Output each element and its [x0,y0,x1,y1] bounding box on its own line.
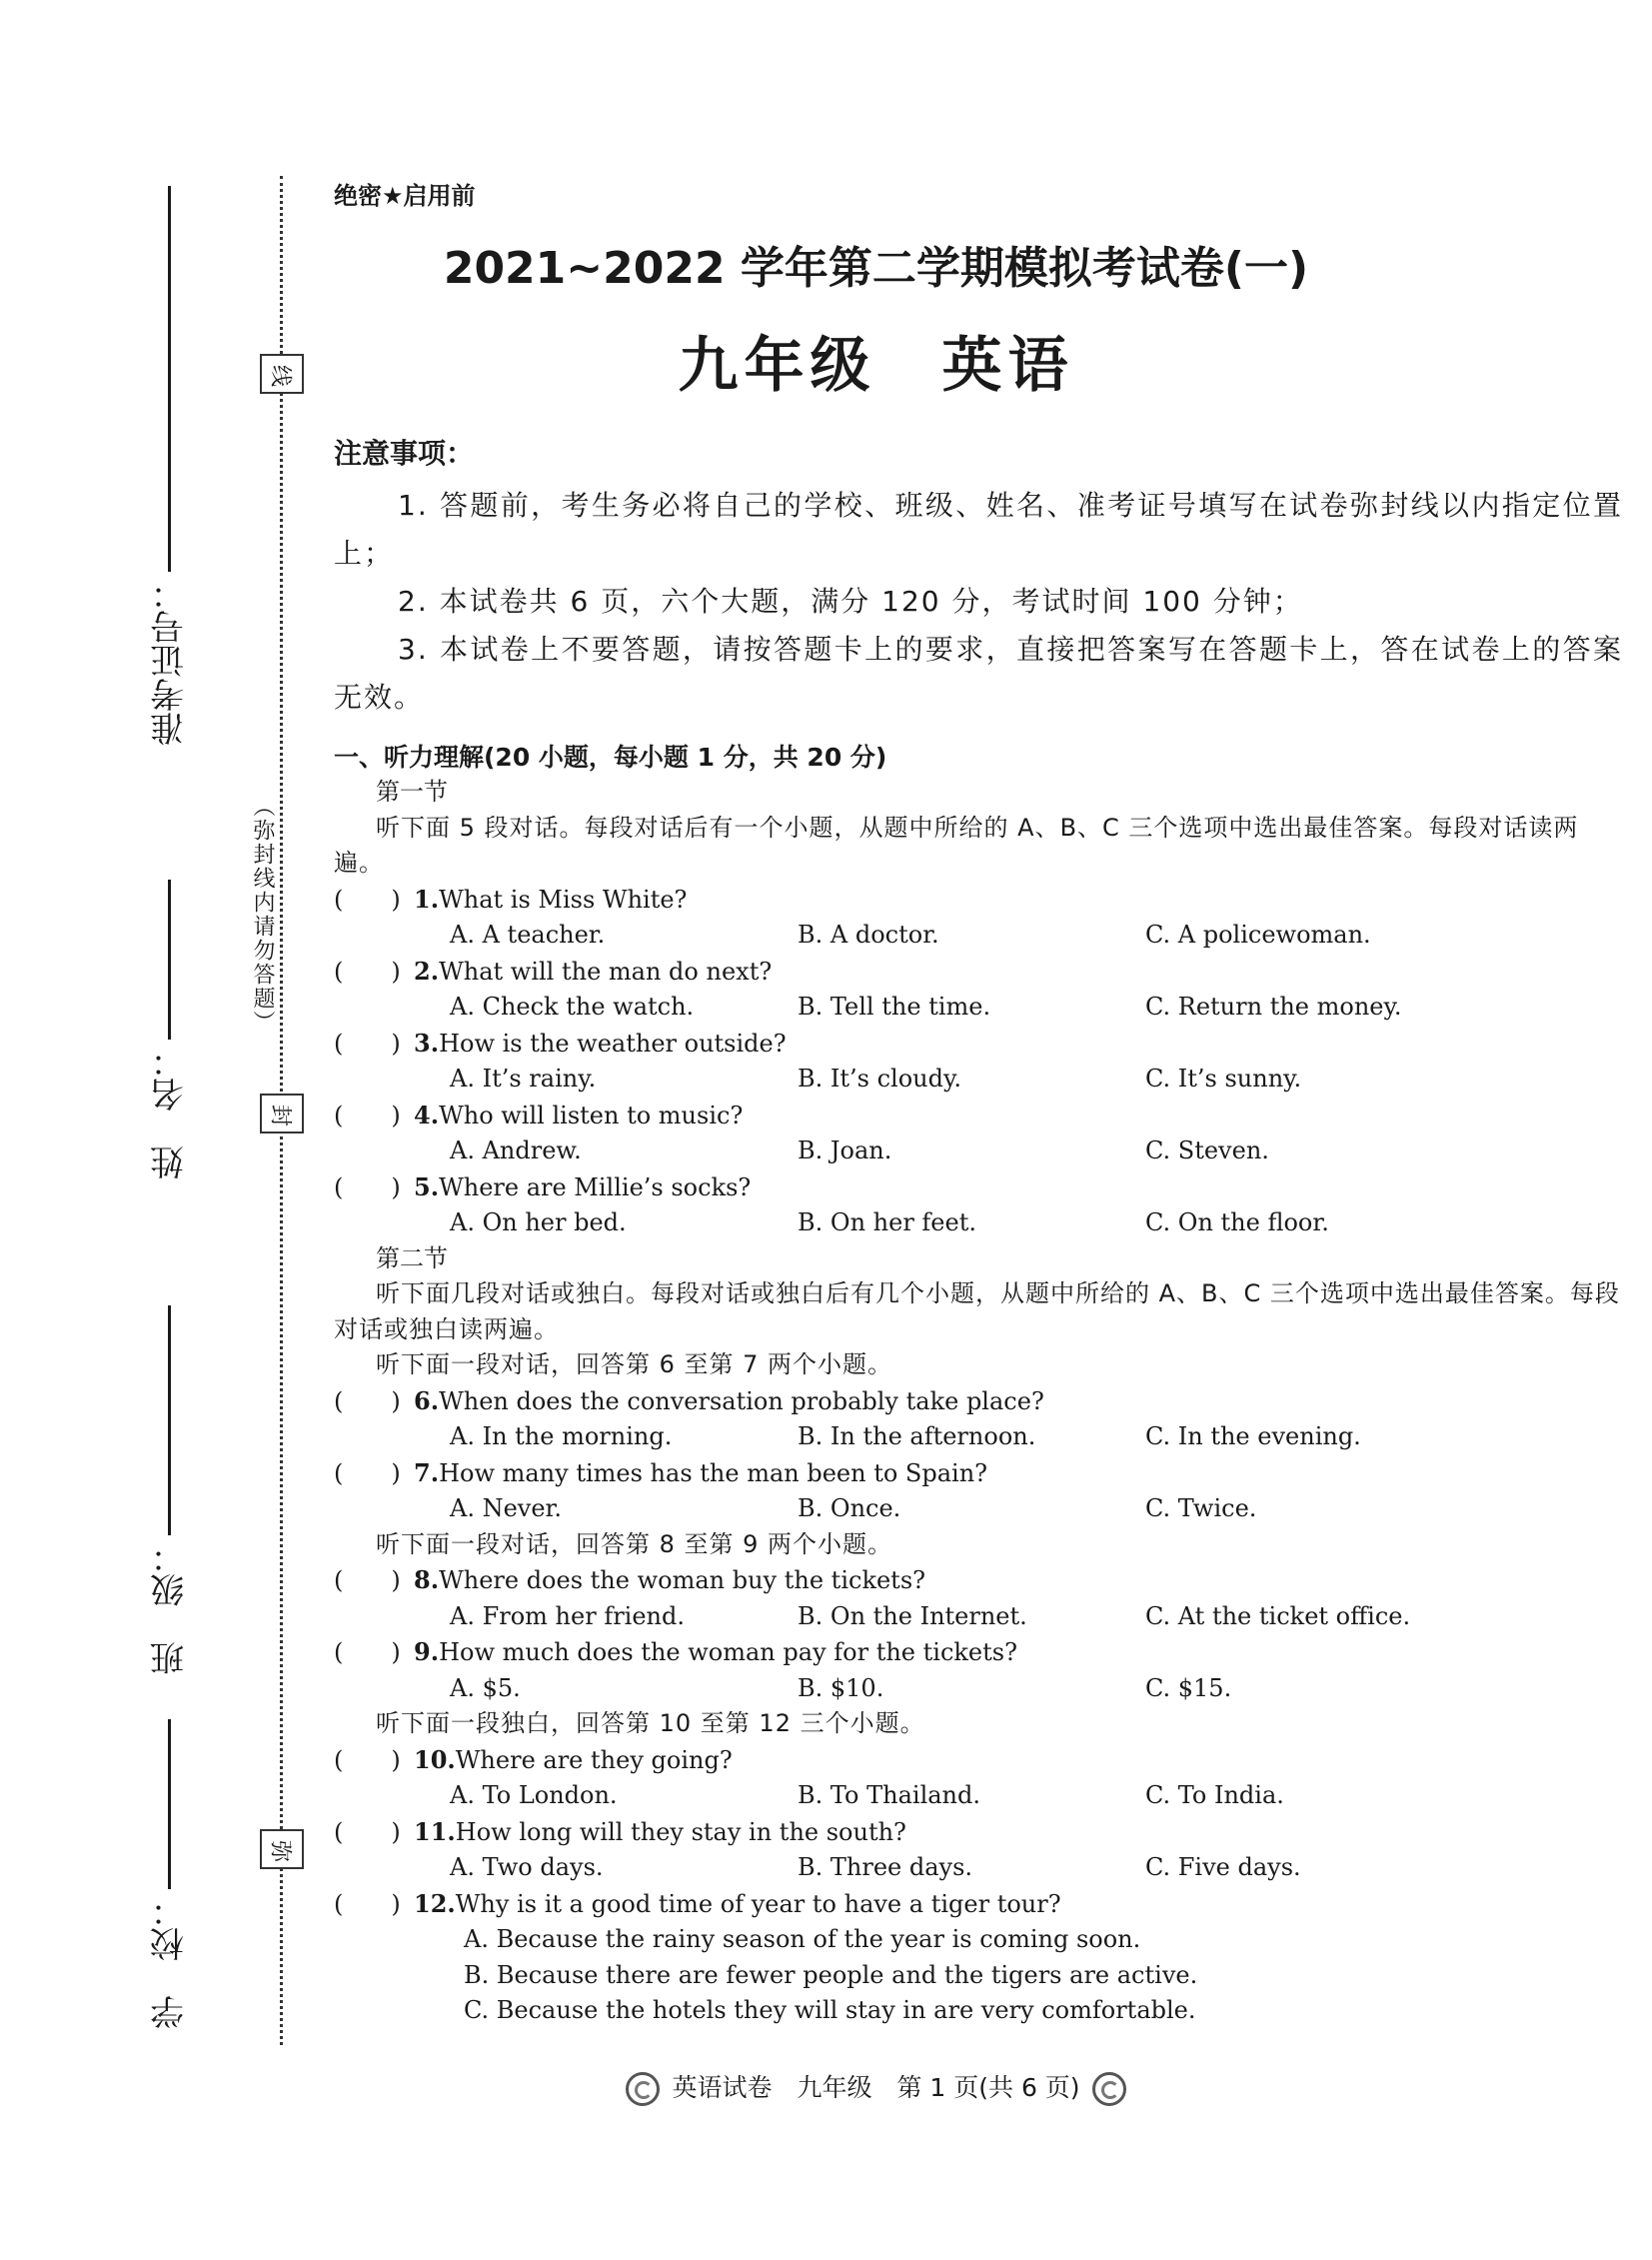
question-number: 5. [414,1171,440,1201]
answer-blank[interactable]: ( ) [334,1745,401,1774]
seal-mark-mi: 弥 [260,1829,304,1869]
question-text: When does the conversation probably take place? [439,1386,1044,1415]
option-c: C. On the floor. [1145,1208,1329,1236]
option-c: C. Five days. [1145,1853,1301,1881]
option-c: C. Twice. [1145,1494,1257,1522]
answer-blank[interactable]: ( ) [334,1172,401,1201]
option-c: C. $15. [1145,1673,1232,1702]
publisher-logo-icon [1092,2072,1126,2106]
question-1 [334,882,1623,919]
school-label: 学 校： [150,1893,191,2029]
question-text: Where does the woman buy the tickets? [439,1566,926,1594]
question-3 [334,1026,1623,1063]
option-c: C. Return the money. [1145,993,1402,1021]
option-a: A. In the morning. [450,1422,673,1450]
question-text: Who will listen to music? [439,1101,744,1130]
question-4 [334,1098,1623,1134]
question-number: 11. [414,1816,456,1846]
confidential-mark: 绝密★启用前 [334,182,476,210]
group-10-12-directions: 听下面一段独白，回答第 10 至第 12 三个小题。 [376,1709,925,1737]
options-row [334,990,1623,1026]
question-text: How much does the woman pay for the tickets? [439,1638,1017,1666]
option-c: C. It’s sunny. [1145,1065,1302,1093]
question-10 [334,1742,1623,1779]
options-row [334,1599,1623,1635]
part2-directions: 听下面几段对话或独白。每段对话或独白后有几个小题，从题中所给的 A、B、C 三个选项中选出最佳答案。每段对话或独白读两遍。 [334,1279,1620,1343]
section-heading: 一、听力理解(20 小题，每小题 1 分，共 20 分) [334,743,887,772]
listening-section [334,740,1623,2029]
footer-text: 英语试卷 九年级 第 1 页(共 6 页) [672,2073,1080,2102]
answer-blank[interactable]: ( ) [334,1817,401,1846]
exam-id-label: 准考证号： [150,576,191,746]
option-c: C. At the ticket office. [1145,1601,1411,1630]
option-b: B. A doctor. [798,921,939,949]
question-text: How is the weather outside? [439,1029,787,1058]
option-a: A. It’s rainy. [450,1065,597,1093]
option-a: A. From her friend. [450,1601,685,1630]
question-number: 10. [414,1744,456,1774]
name-label: 姓 名： [150,1044,191,1179]
question-12 [334,1886,1623,1923]
option-b: B. On the Internet. [798,1601,1027,1630]
question-text: How many times has the man been to Spain? [439,1458,988,1487]
group-6-7-directions: 听下面一段对话，回答第 6 至第 7 两个小题。 [376,1350,893,1378]
answer-blank[interactable]: ( ) [334,1889,401,1918]
options-row [334,1922,1623,2029]
question-number: 8. [414,1565,440,1594]
option-a: A. A teacher. [450,921,606,949]
option-a: A. Because the rainy season of the year is coming soon. [464,1925,1141,1953]
class-label: 班 级： [150,1539,191,1675]
answer-blank[interactable]: ( ) [334,1101,401,1130]
question-number: 7. [414,1457,440,1487]
option-b: B. On her feet. [798,1208,976,1236]
option-b: B. Joan. [798,1136,892,1164]
notice-item-2: 2. 本试卷共 6 页，六个大题，满分 120 分，考试时间 100 分钟； [398,585,1303,618]
answer-blank[interactable]: ( ) [334,1638,401,1666]
page-footer [0,2068,1652,2106]
seal-mark-line: 线 [260,354,304,394]
options-row [334,1419,1623,1455]
question-text: How long will they stay in the south? [455,1817,906,1846]
options-row [334,1205,1623,1241]
part1-heading: 第一节 [376,778,448,806]
option-b: B. Tell the time. [798,993,991,1021]
option-c: C. Steven. [1145,1136,1269,1164]
option-b: B. $10. [798,1673,884,1702]
notice-item-3: 3. 本试卷上不要答题，请按答题卡上的要求，直接把答案写在答题卡上，答在试卷上的答案无效。 [334,633,1623,714]
option-b: B. It’s cloudy. [798,1065,961,1093]
option-a: A. $5. [450,1673,521,1702]
part1-directions: 听下面 5 段对话。每段对话后有一个小题，从题中所给的 A、B、C 三个选项中选出最佳答案。每段对话读两遍。 [334,813,1579,877]
subject-title: 九年级 英语 [678,331,1074,401]
question-number: 6. [414,1385,440,1415]
option-b: B. To Thailand. [798,1781,980,1809]
option-a: A. Check the watch. [450,993,695,1021]
question-6 [334,1383,1623,1420]
question-number: 1. [414,884,440,914]
option-a: A. To London. [450,1781,618,1809]
options-row [334,1671,1623,1707]
notice-heading: 注意事项： [334,437,475,470]
answer-blank[interactable]: ( ) [334,885,401,914]
option-a: A. Andrew. [450,1136,582,1164]
school-field[interactable] [140,1699,200,2029]
question-text: What is Miss White? [439,885,688,914]
question-9 [334,1634,1623,1671]
question-text: Where are Millie’s socks? [439,1172,752,1201]
option-c: C. A policewoman. [1145,921,1371,949]
option-a: A. Never. [450,1494,563,1522]
option-a: A. Two days. [450,1853,604,1881]
seal-mark-seal: 封 [260,1094,304,1133]
name-field[interactable] [140,820,200,1179]
question-7 [334,1455,1623,1492]
options-row [334,1133,1623,1169]
class-blank[interactable] [169,1305,172,1535]
options-row [334,1062,1623,1098]
question-11 [334,1814,1623,1851]
answer-blank[interactable]: ( ) [334,1566,401,1594]
school-blank[interactable] [169,1719,172,1889]
option-b: B. Three days. [798,1853,973,1881]
option-c: C. In the evening. [1145,1422,1361,1450]
question-text: Why is it a good time of year to have a tiger tour? [455,1889,1061,1918]
option-b: B. Because there are fewer people and the tigers are active. [464,1960,1198,1989]
question-2 [334,954,1623,991]
question-5 [334,1169,1623,1206]
question-8 [334,1562,1623,1599]
question-number: 9. [414,1637,440,1666]
notice-item-1: 1. 答题前，考生务必将自己的学校、班级、姓名、准考证号填写在试卷弥封线以内指定位置上； [334,489,1623,570]
publisher-logo-icon [626,2072,660,2106]
options-row [334,1778,1623,1814]
class-field[interactable] [140,1255,200,1675]
question-number: 3. [414,1028,440,1058]
option-c: C. To India. [1145,1781,1284,1809]
option-b: B. Once. [798,1494,901,1522]
options-row [334,1491,1623,1527]
question-number: 12. [414,1888,456,1918]
question-number: 4. [414,1100,440,1130]
notice-block [334,432,1623,722]
group-8-9-directions: 听下面一段对话，回答第 8 至第 9 两个小题。 [376,1529,893,1558]
question-text: Where are they going? [455,1745,733,1774]
part2-heading: 第二节 [376,1243,448,1272]
answer-blank[interactable]: ( ) [334,1386,401,1415]
options-row [334,918,1623,954]
question-text: What will the man do next? [439,957,773,986]
answer-blank[interactable]: ( ) [334,957,401,986]
answer-blank[interactable]: ( ) [334,1458,401,1487]
name-blank[interactable] [169,880,172,1040]
question-number: 2. [414,956,440,986]
answer-blank[interactable]: ( ) [334,1029,401,1058]
option-b: B. In the afternoon. [798,1422,1036,1450]
seal-note: （弥封线内请勿答题） [250,795,275,1035]
option-a: A. On her bed. [450,1208,627,1236]
options-row [334,1850,1623,1886]
exam-title: 2021~2022 学年第二学期模拟考试卷(一) [443,243,1309,294]
option-c: C. Because the hotels they will stay in are very comfortable. [464,1996,1196,2024]
